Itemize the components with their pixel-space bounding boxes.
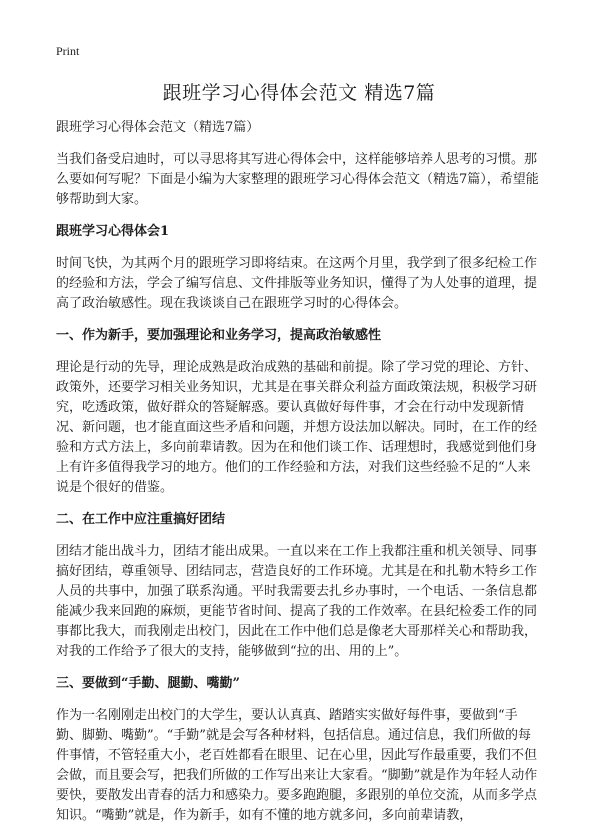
paragraph-2: 团结才能出战斗力，团结才能出成果。一直以来在工作上我都注重和机关领导、同事搞好团结，尊重领导、团结同志，营造良好的工作环境。尤其是在和扎勒木特乡工作人员的共事中，加强了联系沟通。平时我需要去扎乡办事时，一个电话、一条信息都能减少我来回跑的麻烦，更能节省时间、提高了我的工作效率。在县纪检委工作的同事都比我大，而我刚走出校门，因此在工作中他们总是像老大哥那样关心和帮助我，对我的工作给予了很大的支持，能够做到“拉的出、用的上”。: [56, 544, 538, 659]
paragraph-3: 作为一名刚刚走出校门的大学生，要认认真真、踏踏实实做好每件事，要做到“手勤、脚勤、嘴勤”。“手勤”就是会写各种材料，包括信息。通过信息，我们所做的每件事情，不管轻重大小，老百姓都看在眼里、记在心里，因此写作最重要，我们不但会做，而且要会写，把我们所做的工作写出来让大家看。“脚勤”就是作为年轻人动作要快，要散发出青春的活力和感染力。要多跑跑腿，多跟别的单位交流，从而多学点知识。“嘴勤”就是，作为新手，如有不懂的地方就多问，多向前辈请教，: [56, 708, 538, 823]
paragraph-1: 理论是行动的先导，理论成熟是政治成熟的基础和前提。除了学习党的理论、方针、政策外，还要学习相关业务知识，尤其是在事关群众利益方面政策法规，积极学习研究，吃透政策，做好群众的答疑解惑。要认真做好每件事，才会在行动中发现新情况、新问题，也才能直面这些矛盾和问题，并想方设法加以解决。同时，在工作的经验和方式方法上，多向前辈请教。因为在和他们谈工作、话理想时，我感觉到他们身上有许多值得我学习的地方。他们的工作经验和方法，对我们这些经验不足的“人来说是个很好的借鉴。: [56, 360, 538, 495]
section-1-title: 跟班学习心得体会1: [56, 224, 170, 239]
heading-2: 二、在工作中应注重搞好团结: [56, 512, 226, 527]
document-subtitle: 跟班学习心得体会范文（精选7篇）: [56, 120, 260, 135]
page-title: 跟班学习心得体会范文 精选7篇: [162, 82, 436, 104]
print-link[interactable]: Print: [56, 44, 80, 58]
heading-1: 一、作为新手，要加强理论和业务学习，提高政治敏感性: [56, 328, 382, 343]
heading-3: 三、要做到“手勤、腿勤、嘴勤”: [56, 676, 240, 691]
intro-paragraph: 当我们备受启迪时，可以寻思将其写进心得体会中，这样能够培养人思考的习惯。那么要如何写呢？下面是小编为大家整理的跟班学习心得体会范文（精选7篇），希望能够帮助到大家。: [56, 152, 539, 207]
section-1-paragraph: 时间飞快，为其两个月的跟班学习即将结束。在这两个月里，我学到了很多纪检工作的经验和方法，学会了编写信息、文件排版等业务知识，懂得了为人处事的道理，提高了政治敏感性。现在我谈谈自己在跟班学习时的心得体会。: [56, 256, 538, 311]
